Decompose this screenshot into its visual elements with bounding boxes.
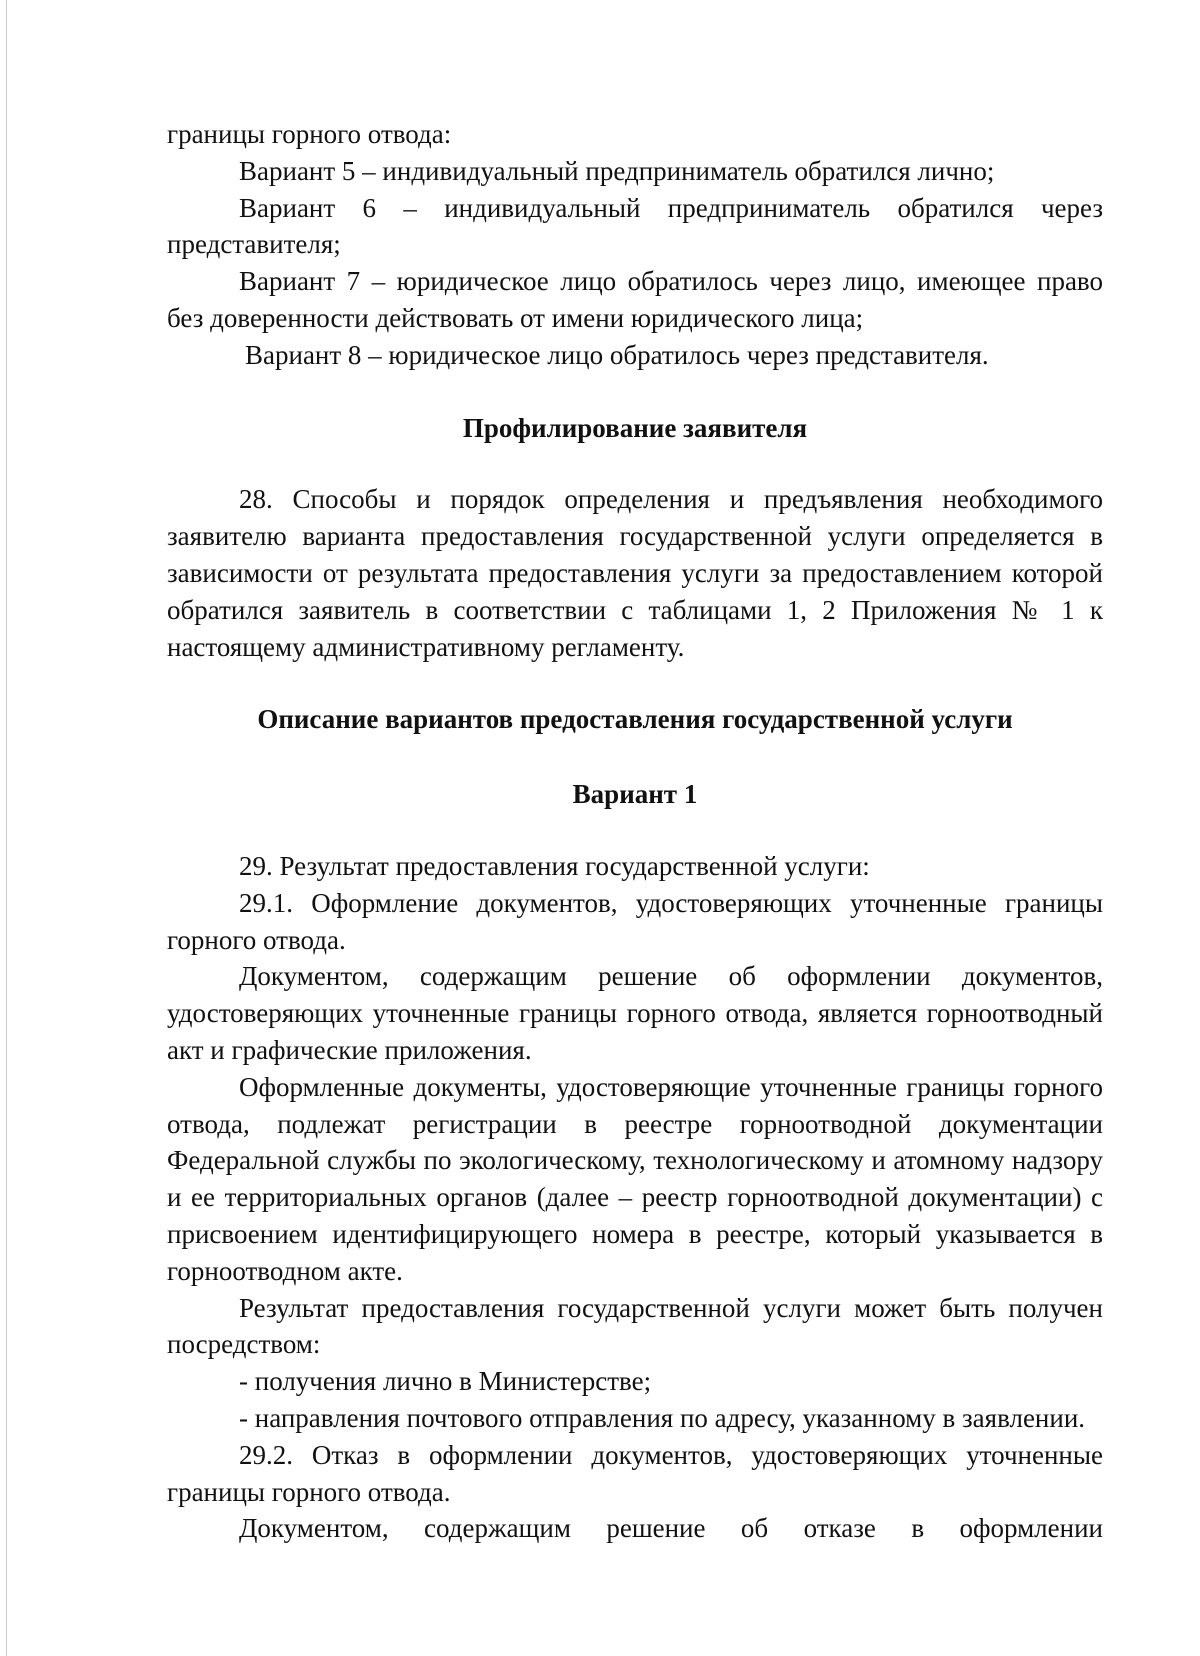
paragraph-continuation: границы горного отвода:: [167, 119, 452, 149]
list-item-personal-receipt: - получения лично в Министерстве;: [239, 1366, 652, 1397]
paragraph-29-2: 29.2. Отказ в оформлении документов, удостоверяющих уточненные границы горного отвода.: [167, 1439, 1103, 1507]
paragraph-29-1-document: Документом, содержащим решение об оформлении документов, удостоверяющих уточненные границы горного отвода, является горноотводный акт и графические приложения.: [167, 961, 1103, 1065]
document-page: [167, 116, 1103, 1547]
paragraph-variant-6: Вариант 6 – индивидуальный предприниматель обратился через представителя;: [167, 192, 1103, 260]
paragraph-29-2-document: Документом, содержащим решение об отказе в оформлении: [239, 1513, 1103, 1544]
paragraph-28: 28. Способы и порядок определения и предъявления необходимого заявителю варианта предоставления государственной услуги определяется в зависимости от результата предоставления услуги за предоставлением которой обратился заявитель в соответствии с таблицами 1, 2 Приложения № 1 к настоящему административному регламенту.: [167, 484, 1103, 662]
heading-profiling: Профилирование заявителя: [462, 412, 808, 443]
heading-variant-1: Вариант 1: [572, 779, 698, 810]
heading-variants-description: Описание вариантов предоставления государственной услуги: [257, 704, 1013, 735]
paragraph-29-1-result-methods: Результат предоставления государственной услуги может быть получен посредством:: [167, 1292, 1103, 1360]
paragraph-29-1-registration: Оформленные документы, удостоверяющие уточненные границы горного отвода, подлежат регистрации в реестре горноотводной документации Федеральной службы по экологическому, технологическому и атомному надзору и ее территориальных органов (далее – реестр горноотводной документации) с присвоением идентифицирующего номера в реестре, который указывается в горноотводном акте.: [167, 1071, 1103, 1286]
paragraph-variant-7: Вариант 7 – юридическое лицо обратилось через лицо, имеющее право без доверенности действовать от имени юридического лица;: [167, 266, 1103, 333]
paragraph-29: 29. Результат предоставления государственной услуги:: [239, 850, 870, 881]
list-item-postal-delivery: - направления почтового отправления по адресу, указанному в заявлении.: [239, 1402, 1086, 1433]
scan-edge-line: [6, 0, 7, 1656]
paragraph-29-1: 29.1. Оформление документов, удостоверяющих уточненные границы горного отвода.: [167, 887, 1103, 955]
paragraph-variant-8: Вариант 8 – юридическое лицо обратилось через представителя.: [245, 339, 989, 370]
paragraph-variant-5: Вариант 5 – индивидуальный предприниматель обратился лично;: [239, 155, 995, 186]
